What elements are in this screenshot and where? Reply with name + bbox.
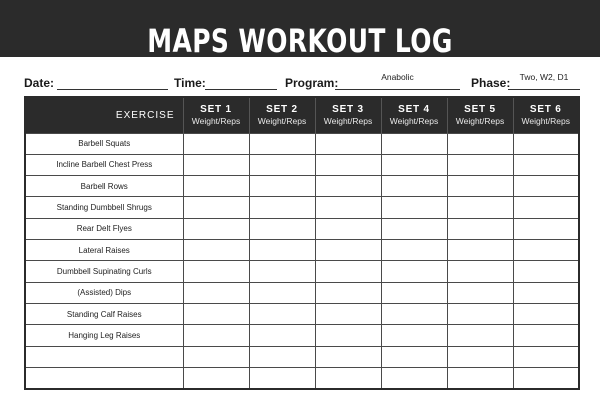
program-label: Program: — [285, 76, 339, 90]
table-row — [25, 197, 579, 218]
time-field[interactable] — [205, 84, 277, 90]
set-entry-cell[interactable] — [315, 218, 381, 239]
workout-log-table — [24, 96, 580, 390]
table-row — [25, 368, 579, 389]
set-entry-cell[interactable] — [447, 154, 513, 175]
set-entry-cell[interactable] — [183, 304, 249, 325]
exercise-name-cell: Lateral Raises — [25, 240, 183, 261]
set-entry-cell[interactable] — [447, 133, 513, 154]
table-row — [25, 261, 579, 282]
table-row — [25, 133, 579, 154]
set-entry-cell[interactable] — [315, 176, 381, 197]
set-entry-cell[interactable] — [183, 218, 249, 239]
set-entry-cell[interactable] — [183, 176, 249, 197]
set-entry-cell[interactable] — [315, 304, 381, 325]
phase-value: Two, W2, D1 — [519, 72, 569, 82]
table-row — [25, 154, 579, 175]
set-entry-cell[interactable] — [183, 261, 249, 282]
set-entry-cell[interactable] — [447, 304, 513, 325]
set-column-header: SET 6 Weight/Reps — [513, 97, 579, 133]
set-entry-cell[interactable] — [249, 325, 315, 346]
set-entry-cell[interactable] — [447, 218, 513, 239]
table-header-row — [25, 97, 579, 133]
set-entry-cell[interactable] — [447, 325, 513, 346]
phase-field[interactable] — [508, 84, 580, 90]
exercise-name-cell — [25, 368, 183, 389]
set-entry-cell[interactable] — [381, 261, 447, 282]
set-entry-cell[interactable] — [381, 176, 447, 197]
set-entry-cell[interactable] — [381, 218, 447, 239]
exercise-name-cell: Standing Calf Raises — [25, 304, 183, 325]
set-entry-cell[interactable] — [249, 218, 315, 239]
set-entry-cell[interactable] — [315, 240, 381, 261]
info-row — [0, 62, 600, 92]
set-entry-cell[interactable] — [183, 197, 249, 218]
exercise-name-cell: Barbell Rows — [25, 176, 183, 197]
set-column-header: SET 3 Weight/Reps — [315, 97, 381, 133]
set-entry-cell[interactable] — [315, 325, 381, 346]
exercise-name-cell: Standing Dumbbell Shrugs — [25, 197, 183, 218]
set-entry-cell[interactable] — [513, 218, 579, 239]
set-entry-cell[interactable] — [381, 154, 447, 175]
set-entry-cell[interactable] — [249, 304, 315, 325]
set-entry-cell[interactable] — [249, 240, 315, 261]
set-entry-cell[interactable] — [315, 261, 381, 282]
exercise-column-header: EXERCISE — [25, 97, 183, 133]
set-entry-cell[interactable] — [447, 346, 513, 367]
page-title: MAPS WORKOUT LOG — [147, 22, 453, 60]
set-entry-cell[interactable] — [183, 282, 249, 303]
table-row — [25, 176, 579, 197]
set-entry-cell[interactable] — [249, 133, 315, 154]
set-entry-cell[interactable] — [447, 240, 513, 261]
exercise-name-cell: Hanging Leg Raises — [25, 325, 183, 346]
set-entry-cell[interactable] — [315, 197, 381, 218]
set-entry-cell[interactable] — [513, 261, 579, 282]
program-field[interactable] — [335, 84, 460, 90]
set-column-header: SET 4 Weight/Reps — [381, 97, 447, 133]
table-body — [25, 133, 579, 389]
date-label: Date: — [24, 76, 55, 90]
set-entry-cell[interactable] — [447, 197, 513, 218]
set-entry-cell[interactable] — [183, 368, 249, 389]
set-entry-cell[interactable] — [381, 240, 447, 261]
set-entry-cell[interactable] — [249, 197, 315, 218]
set-entry-cell[interactable] — [381, 282, 447, 303]
phase-label: Phase: — [471, 76, 511, 90]
exercise-name-cell: Dumbbell Supinating Curls — [25, 261, 183, 282]
set-entry-cell[interactable] — [249, 368, 315, 389]
set-entry-cell[interactable] — [513, 282, 579, 303]
set-entry-cell[interactable] — [513, 368, 579, 389]
set-entry-cell[interactable] — [513, 346, 579, 367]
set-entry-cell[interactable] — [183, 154, 249, 175]
date-field[interactable] — [57, 84, 168, 90]
set-entry-cell[interactable] — [249, 261, 315, 282]
set-entry-cell[interactable] — [513, 176, 579, 197]
table-row — [25, 325, 579, 346]
set-entry-cell[interactable] — [183, 240, 249, 261]
set-entry-cell[interactable] — [447, 368, 513, 389]
exercise-name-cell: Barbell Squats — [25, 133, 183, 154]
set-entry-cell[interactable] — [249, 346, 315, 367]
table-row — [25, 218, 579, 239]
table-row — [25, 282, 579, 303]
set-column-header: SET 5 Weight/Reps — [447, 97, 513, 133]
time-label: Time: — [174, 76, 206, 90]
set-entry-cell[interactable] — [447, 261, 513, 282]
set-entry-cell[interactable] — [249, 176, 315, 197]
set-entry-cell[interactable] — [249, 282, 315, 303]
set-entry-cell[interactable] — [315, 154, 381, 175]
table-row — [25, 304, 579, 325]
set-entry-cell[interactable] — [381, 304, 447, 325]
set-entry-cell[interactable] — [381, 325, 447, 346]
exercise-name-cell — [25, 346, 183, 367]
set-entry-cell[interactable] — [315, 282, 381, 303]
set-entry-cell[interactable] — [513, 304, 579, 325]
set-entry-cell[interactable] — [513, 240, 579, 261]
set-entry-cell[interactable] — [447, 176, 513, 197]
set-entry-cell[interactable] — [513, 154, 579, 175]
exercise-name-cell: Incline Barbell Chest Press — [25, 154, 183, 175]
set-entry-cell[interactable] — [315, 368, 381, 389]
program-value: Anabolic — [381, 72, 414, 82]
table-row — [25, 240, 579, 261]
set-entry-cell[interactable] — [381, 197, 447, 218]
set-entry-cell[interactable] — [381, 368, 447, 389]
set-entry-cell[interactable] — [315, 346, 381, 367]
set-entry-cell[interactable] — [381, 133, 447, 154]
exercise-name-cell: Rear Delt Flyes — [25, 218, 183, 239]
set-entry-cell[interactable] — [513, 197, 579, 218]
set-entry-cell[interactable] — [249, 154, 315, 175]
set-entry-cell[interactable] — [183, 346, 249, 367]
set-entry-cell[interactable] — [315, 133, 381, 154]
set-entry-cell[interactable] — [183, 325, 249, 346]
set-entry-cell[interactable] — [513, 325, 579, 346]
set-entry-cell[interactable] — [513, 133, 579, 154]
set-entry-cell[interactable] — [183, 133, 249, 154]
table-row — [25, 346, 579, 367]
set-entry-cell[interactable] — [447, 282, 513, 303]
set-column-header: SET 1 Weight/Reps — [183, 97, 249, 133]
set-column-header: SET 2 Weight/Reps — [249, 97, 315, 133]
exercise-name-cell: (Assisted) Dips — [25, 282, 183, 303]
set-entry-cell[interactable] — [381, 346, 447, 367]
